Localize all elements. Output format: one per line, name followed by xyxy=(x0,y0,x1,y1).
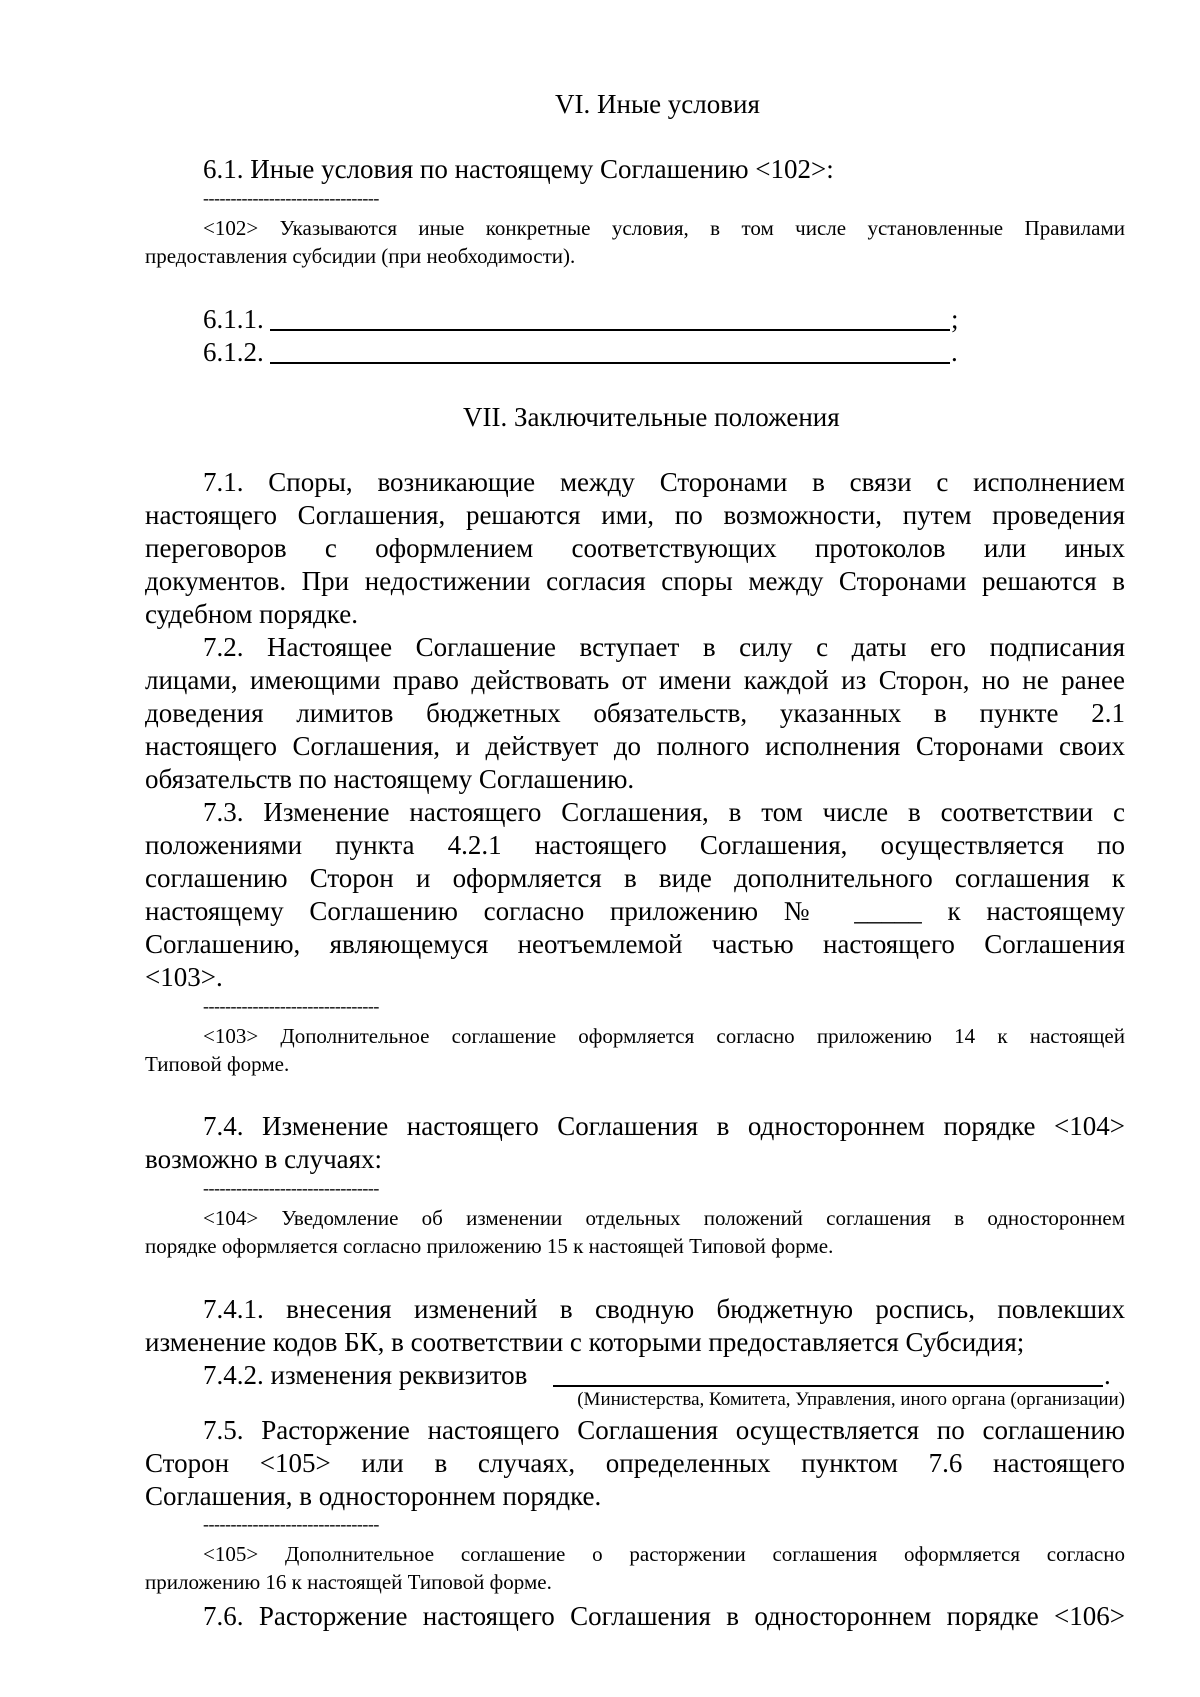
footnote-separator: -------------------------------- xyxy=(203,188,379,208)
item-6-1-2-end: . xyxy=(951,337,958,367)
paragraph-7-2-line: доведения лимитов бюджетных обязательств, указанных в пункте 2.1 xyxy=(145,698,1125,728)
paragraph-7-1-line: настоящего Соглашения, решаются ими, по возможности, путем проведения xyxy=(145,500,1125,530)
paragraph-7-4-1-line-1: 7.4.1. внесения изменений в сводную бюджетную роспись, повлекших xyxy=(203,1294,1125,1324)
section-7-heading: VII. Заключительные положения xyxy=(463,402,840,432)
footnote-104-line-1: <104> Уведомление об изменении отдельных положений соглашения в одностороннем xyxy=(203,1206,1125,1230)
paragraph-7-1-line: переговоров с оформлением соответствующих протоколов или иных xyxy=(145,533,1125,563)
item-6-1-2-blank[interactable] xyxy=(270,362,950,364)
paragraph-7-4-line-2: возможно в случаях: xyxy=(145,1144,383,1174)
footnote-103-line-1: <103> Дополнительное соглашение оформляется согласно приложению 14 к настоящей xyxy=(203,1024,1125,1048)
footnote-103-line-2: Типовой форме. xyxy=(145,1052,290,1076)
item-6-1-1-label: 6.1.1. xyxy=(203,304,264,334)
item-6-1-2-label: 6.1.2. xyxy=(203,337,264,367)
section-6-heading: VI. Иные условия xyxy=(555,89,760,119)
footnote-105-line-1: <105> Дополнительное соглашение о расторжении соглашения оформляется согласно xyxy=(203,1542,1125,1566)
footnote-separator: -------------------------------- xyxy=(203,1178,379,1198)
paragraph-7-5-line: Соглашения, в одностороннем порядке. xyxy=(145,1481,602,1511)
paragraph-7-3-line: <103>. xyxy=(145,962,223,992)
requisites-caption: (Министерства, Комитета, Управления, иного органа (организации) xyxy=(577,1389,1125,1410)
footnote-102-line-1: <102> Указываются иные конкретные условия, в том числе установленные Правилами xyxy=(203,216,1125,240)
footnote-102-line-2: предоставления субсидии (при необходимости). xyxy=(145,244,576,268)
paragraph-7-5-line: 7.5. Расторжение настоящего Соглашения осуществляется по соглашению xyxy=(203,1415,1125,1445)
paragraph-7-4-1-line-2: изменение кодов БК, в соответствии с которыми предоставляется Субсидия; xyxy=(145,1327,1025,1357)
paragraph-7-3-line: положениями пункта 4.2.1 настоящего Соглашения, осуществляется по xyxy=(145,830,1125,860)
paragraph-7-4-line-1: 7.4. Изменение настоящего Соглашения в одностороннем порядке <104> xyxy=(203,1111,1125,1141)
footnote-separator: -------------------------------- xyxy=(203,996,379,1016)
item-6-1-1-end: ; xyxy=(951,304,959,334)
footnote-104-line-2: порядке оформляется согласно приложению 15 к настоящей Типовой форме. xyxy=(145,1234,834,1258)
paragraph-7-1-line: документов. При недостижении согласия споры между Сторонами решаются в xyxy=(145,566,1125,596)
paragraph-7-4-2-label: 7.4.2. изменения реквизитов xyxy=(203,1360,528,1390)
item-6-1-1-blank[interactable] xyxy=(270,329,950,331)
requisites-blank[interactable] xyxy=(553,1385,1103,1387)
paragraph-7-2-line: настоящего Соглашения, и действует до полного исполнения Сторонами своих xyxy=(145,731,1125,761)
paragraph-7-5-line: Сторон <105> или в случаях, определенных пунктом 7.6 настоящего xyxy=(145,1448,1125,1478)
paragraph-7-1-line: судебном порядке. xyxy=(145,599,358,629)
paragraph-7-3-line: настоящему Соглашению согласно приложению № _____ к настоящему xyxy=(145,896,1125,926)
paragraph-7-1-line: 7.1. Споры, возникающие между Сторонами в связи с исполнением xyxy=(203,467,1125,497)
paragraph-7-4-2-end: . xyxy=(1104,1360,1111,1390)
paragraph-7-6-line-1: 7.6. Расторжение настоящего Соглашения в одностороннем порядке <106> xyxy=(203,1601,1125,1631)
paragraph-7-2-line: лицами, имеющими право действовать от имени каждой из Сторон, но не ранее xyxy=(145,665,1125,695)
paragraph-7-3-line: Соглашению, являющемуся неотъемлемой частью настоящего Соглашения xyxy=(145,929,1125,959)
footnote-105-line-2: приложению 16 к настоящей Типовой форме. xyxy=(145,1570,552,1594)
paragraph-7-3-line: 7.3. Изменение настоящего Соглашения, в том числе в соответствии с xyxy=(203,797,1125,827)
paragraph-7-2-line: 7.2. Настоящее Соглашение вступает в силу с даты его подписания xyxy=(203,632,1125,662)
paragraph-7-3-line: соглашению Сторон и оформляется в виде дополнительного соглашения к xyxy=(145,863,1125,893)
paragraph-7-2-line: обязательств по настоящему Соглашению. xyxy=(145,764,635,794)
paragraph-6-1: 6.1. Иные условия по настоящему Соглашению <102>: xyxy=(203,154,834,184)
footnote-separator: -------------------------------- xyxy=(203,1514,379,1534)
